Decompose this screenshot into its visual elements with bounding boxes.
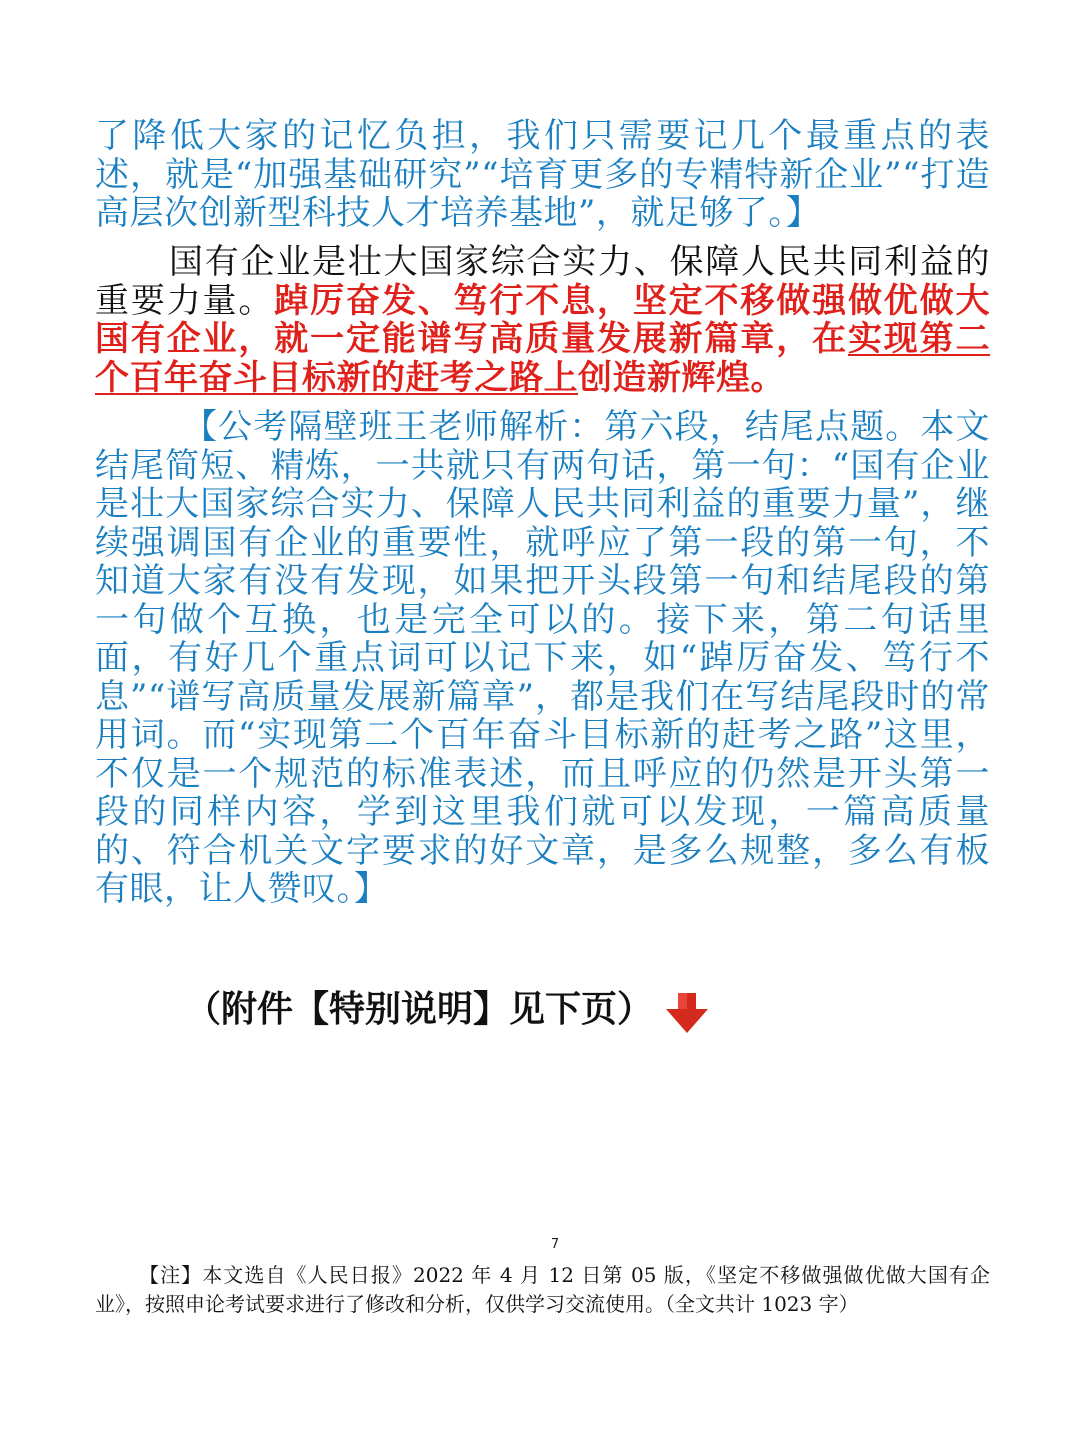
article-paragraph-six <box>95 243 990 397</box>
attachment-notice <box>0 985 1080 1045</box>
attachment-notice-text: （附件【特别说明】见下页） <box>185 989 654 1030</box>
analysis-text: 了降低大家的记忆负担，我们只需要记几个最重点的表述，就是“加强基础研究”“培育更多的专精特新企业”“打造高层次创新型科技人才培养基地”，就足够了。】 <box>95 116 990 233</box>
analysis-paragraph <box>95 408 990 909</box>
down-arrow-icon <box>664 993 710 1033</box>
footnote <box>95 1261 990 1319</box>
page-number: 7 <box>550 1237 560 1252</box>
highlighted-underlined-phrase: 实现第二个百年奋斗目标新的赶考之路上 <box>95 319 990 398</box>
highlighted-sentence-part2: 创造新辉煌。 <box>578 357 785 398</box>
article-lead-sentence: 国有企业是壮大国家综合实力、保障人民共同利益的重要力量。 <box>95 242 990 321</box>
highlighted-sentence-part1: 踔厉奋发、笃行不息，坚定不移做强做优做大国有企业，就一定能谱写高质量发展新篇章，在 <box>95 280 991 359</box>
analysis-text: 【公考隔壁班王老师解析：第六段，结尾点题。本文结尾简短、精炼，一共就只有两句话，第一句：“国有企业是壮大国家综合实力、保障人民共同利益的重要力量”，继续强调国有企业的重要性，就呼应了第一段的第一句，不知道大家有没有发现，如果把开头段第一句和结尾段的第一句做个互换，也是完全可以的。接下来，第二句话里面，有好几个重点词可以记下来，如“踔厉奋发、笃行不息”“谱写高质量发展新篇章”，都是我们在写结尾段时的常用词。而“实现第二个百年奋斗目标新的赶考之路”这里，不仅是一个规范的标准表述，而且呼应的仍然是开头第一段的同样内容，学到这里我们就可以发现，一篇高质量的、符合机关文字要求的好文章，是多么规整，多么有板有眼，让人赞叹。】 <box>95 407 990 909</box>
analysis-paragraph-continued <box>95 117 990 233</box>
footnote-text: 【注】本文选自《人民日报》2022 年 4 月 12 日第 05 版，《坚定不移做强做优做大国有企业》，按照申论考试要求进行了修改和分析，仅供学习交流使用。（全文共计 1023 字） <box>95 1263 990 1316</box>
